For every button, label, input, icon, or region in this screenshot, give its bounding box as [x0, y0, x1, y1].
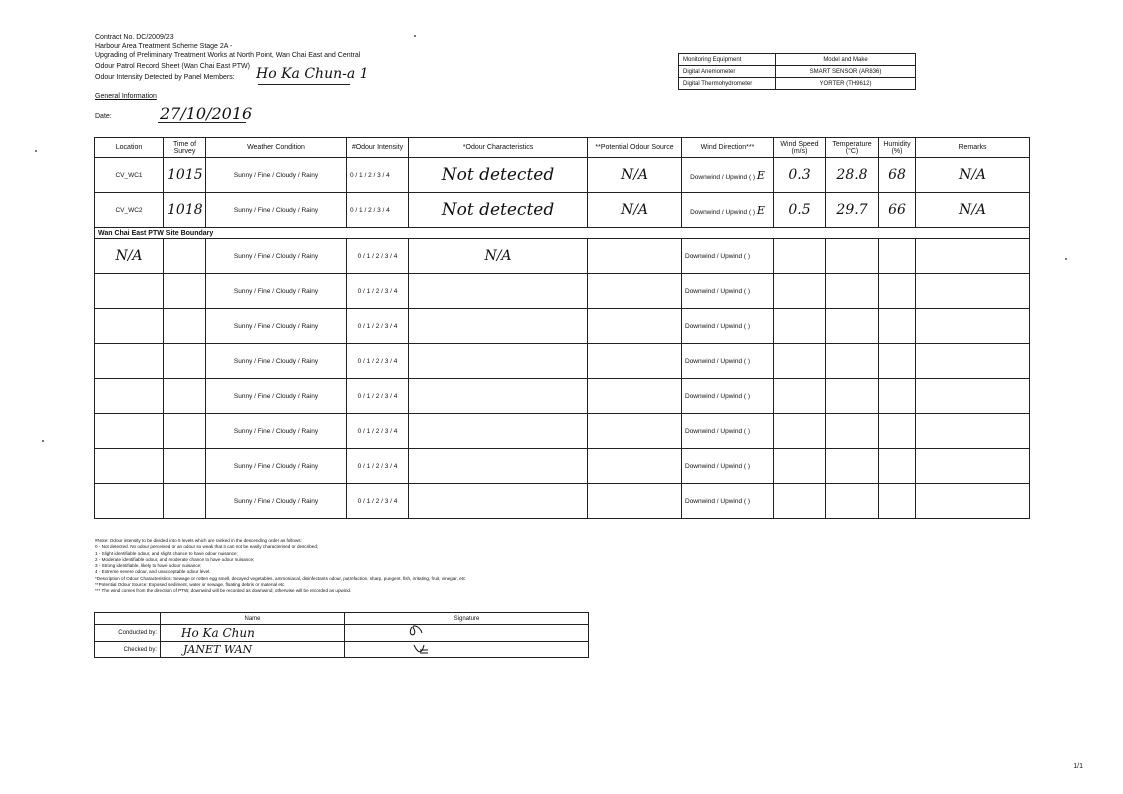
- remarks-cell: [916, 309, 1030, 344]
- col-header: Wind Speed (m/s): [774, 138, 826, 158]
- source-cell: N/A: [588, 193, 682, 228]
- source-cell: [588, 309, 682, 344]
- col-header: Temperature (°C): [826, 138, 879, 158]
- conducted-name: Ho Ka Chun: [161, 625, 345, 642]
- model-col-header: Model and Make: [776, 54, 916, 66]
- wind-direction-cell: Downwind / Upwind ( ): [682, 379, 774, 414]
- note-line: 1 - Slight identifiable odour, and slight chance to have odour nuisance;: [95, 550, 238, 556]
- wind-direction-cell: Downwind / Upwind ( ): [682, 449, 774, 484]
- odour-char-cell: Not detected: [409, 193, 588, 228]
- wind-speed-cell: [774, 484, 826, 519]
- works-title: Upgrading of Preliminary Treatment Works at North Point, Wan Chai East and Central: [95, 52, 361, 59]
- odour-char-cell: [409, 484, 588, 519]
- source-cell: [588, 449, 682, 484]
- date-label: Date:: [95, 113, 112, 120]
- equipment-table: [678, 53, 916, 90]
- col-header: *Odour Characteristics: [409, 138, 588, 158]
- scan-speck: [414, 35, 416, 37]
- intensity-cell: 0 / 1 / 2 / 3 / 4: [347, 414, 409, 449]
- odour-char-cell: [409, 344, 588, 379]
- time-cell: [164, 239, 206, 274]
- scheme-title: Harbour Area Treatment Scheme Stage 2A -: [95, 43, 233, 50]
- wind-direction-value: E: [756, 168, 765, 182]
- location-cell: [95, 344, 164, 379]
- col-header: Weather Condition: [206, 138, 347, 158]
- location-cell: N/A: [95, 239, 164, 274]
- location-cell: [95, 274, 164, 309]
- col-header: **Potential Odour Source: [588, 138, 682, 158]
- remarks-cell: [916, 449, 1030, 484]
- checked-label: Checked by:: [95, 642, 161, 658]
- signature-header: Signature: [345, 613, 589, 625]
- weather-cell: Sunny / Fine / Cloudy / Rainy: [206, 379, 347, 414]
- source-cell: N/A: [588, 158, 682, 193]
- conducted-label: Conducted by:: [95, 625, 161, 642]
- weather-cell: Sunny / Fine / Cloudy / Rainy: [206, 414, 347, 449]
- col-header: Remarks: [916, 138, 1030, 158]
- wind-speed-cell: 0.5: [774, 193, 826, 228]
- temperature-cell: [826, 449, 879, 484]
- humidity-cell: [879, 239, 916, 274]
- intensity-cell: 0 / 1 / 2 / 3 / 4: [347, 309, 409, 344]
- time-cell: [164, 449, 206, 484]
- remarks-cell: [916, 484, 1030, 519]
- location-cell: CV_WC2: [95, 193, 164, 228]
- wind-speed-cell: [774, 449, 826, 484]
- table-row: [95, 158, 1030, 193]
- humidity-cell: [879, 344, 916, 379]
- table-row: [95, 193, 1030, 228]
- source-cell: [588, 239, 682, 274]
- temperature-cell: [826, 414, 879, 449]
- wind-speed-cell: [774, 309, 826, 344]
- temperature-cell: [826, 379, 879, 414]
- col-header: Location: [95, 138, 164, 158]
- weather-cell: Sunny / Fine / Cloudy / Rainy: [206, 274, 347, 309]
- conducted-signature: [345, 625, 589, 642]
- table-row: [95, 239, 1030, 274]
- note-line: *** The wind comes from the direction of PTW, downwind will be recorded as downwind, otherwise will be recorded as upwind.: [95, 588, 352, 594]
- remarks-cell: N/A: [916, 193, 1030, 228]
- wind-direction-cell: Downwind / Upwind ( ): [682, 274, 774, 309]
- remarks-cell: [916, 344, 1030, 379]
- humidity-cell: 68: [879, 158, 916, 193]
- wind-direction-cell: Downwind / Upwind ( ): [682, 344, 774, 379]
- scan-speck: [1065, 258, 1067, 260]
- panel-member-handwritten: Ho Ka Chun-a 1: [256, 66, 369, 82]
- time-cell: [164, 344, 206, 379]
- odour-char-cell: Not detected: [409, 158, 588, 193]
- intensity-cell: 0 / 1 / 2 / 3 / 4: [347, 158, 409, 193]
- odour-patrol-table: [94, 137, 1030, 519]
- weather-cell: Sunny / Fine / Cloudy / Rainy: [206, 239, 347, 274]
- col-header: Wind Direction***: [682, 138, 774, 158]
- location-cell: CV_WC1: [95, 158, 164, 193]
- temperature-cell: [826, 239, 879, 274]
- date-underline: [158, 122, 246, 123]
- source-cell: [588, 484, 682, 519]
- intensity-cell: 0 / 1 / 2 / 3 / 4: [347, 193, 409, 228]
- humidity-cell: [879, 449, 916, 484]
- wind-direction-cell: Downwind / Upwind ( ): [682, 484, 774, 519]
- temperature-cell: 29.7: [826, 193, 879, 228]
- equip-name: Digital Thermohydrometer: [679, 78, 776, 90]
- table-row: [95, 484, 1030, 519]
- table-row: [95, 274, 1030, 309]
- note-line: 3 - Strong identifiable, likely to have odour nuisance;: [95, 563, 202, 569]
- panel-label: Odour Intensity Detected by Panel Members:: [95, 74, 235, 81]
- note-line: **Potential Odour Source: Exposed sediment, water or sewage, floating debris or material etc: [95, 582, 285, 588]
- scan-speck: [35, 150, 37, 152]
- temperature-cell: [826, 274, 879, 309]
- time-cell: [164, 484, 206, 519]
- table-row: [95, 379, 1030, 414]
- sheet-title: Odour Patrol Record Sheet (Wan Chai East PTW): [95, 63, 250, 70]
- table-row: [95, 309, 1030, 344]
- source-cell: [588, 344, 682, 379]
- wind-speed-cell: [774, 344, 826, 379]
- weather-cell: Sunny / Fine / Cloudy / Rainy: [206, 344, 347, 379]
- section-row: [95, 228, 1030, 239]
- signature-scribble: [348, 625, 428, 639]
- equip-name: Digital Anemometer: [679, 66, 776, 78]
- intensity-cell: 0 / 1 / 2 / 3 / 4: [347, 379, 409, 414]
- name-header: Name: [161, 613, 345, 625]
- wind-direction-value: E: [756, 203, 765, 217]
- humidity-cell: [879, 274, 916, 309]
- odour-char-cell: N/A: [409, 239, 588, 274]
- humidity-cell: [879, 379, 916, 414]
- contract-no: Contract No. DC/2009/23: [95, 34, 174, 41]
- time-cell: 1015: [164, 158, 206, 193]
- wind-direction-cell: [682, 158, 774, 193]
- intensity-cell: 0 / 1 / 2 / 3 / 4: [347, 239, 409, 274]
- wind-speed-cell: 0.3: [774, 158, 826, 193]
- source-cell: [588, 379, 682, 414]
- weather-cell: Sunny / Fine / Cloudy / Rainy: [206, 449, 347, 484]
- weather-cell: Sunny / Fine / Cloudy / Rainy: [206, 158, 347, 193]
- odour-char-cell: [409, 309, 588, 344]
- col-header: Time of Survey: [164, 138, 206, 158]
- signature-scribble: [348, 642, 428, 655]
- humidity-cell: [879, 309, 916, 344]
- location-cell: [95, 379, 164, 414]
- panel-underline: [258, 84, 350, 85]
- remarks-cell: [916, 239, 1030, 274]
- time-cell: 1018: [164, 193, 206, 228]
- section-label: Wan Chai East PTW Site Boundary: [95, 228, 1030, 239]
- time-cell: [164, 379, 206, 414]
- intensity-cell: 0 / 1 / 2 / 3 / 4: [347, 274, 409, 309]
- wind-direction-text: Downwind / Upwind ( ): [690, 208, 756, 216]
- note-line: 0 - Not detected. No odour perceived or an odour so weak that it can not be easily characterised or described;: [95, 544, 319, 550]
- location-cell: [95, 449, 164, 484]
- checked-signature: [345, 642, 589, 658]
- table-row: [95, 414, 1030, 449]
- table-row: [95, 449, 1030, 484]
- notes-block: [95, 538, 615, 595]
- wind-speed-cell: [774, 274, 826, 309]
- odour-char-cell: [409, 274, 588, 309]
- humidity-cell: [879, 414, 916, 449]
- remarks-cell: [916, 379, 1030, 414]
- odour-char-cell: [409, 379, 588, 414]
- checked-name: JANET WAN: [161, 642, 345, 658]
- signature-table: [94, 612, 589, 658]
- source-cell: [588, 274, 682, 309]
- col-header: #Odour Intensity: [347, 138, 409, 158]
- scan-speck: [42, 440, 44, 442]
- wind-speed-cell: [774, 414, 826, 449]
- wind-speed-cell: [774, 379, 826, 414]
- intensity-cell: 0 / 1 / 2 / 3 / 4: [347, 344, 409, 379]
- equip-model: YORTER (TH9612): [776, 78, 916, 90]
- humidity-cell: 66: [879, 193, 916, 228]
- wind-speed-cell: [774, 239, 826, 274]
- note-line: *Description of Odour Characteristics: Sewage or rotten egg smell, decayed vegetables, ammoniacal, disinfectants odour, putrefaction, sharp, pungent, fish, irritating, fruit, vinegar, etc: [95, 575, 466, 581]
- time-cell: [164, 414, 206, 449]
- temperature-cell: [826, 484, 879, 519]
- temperature-cell: [826, 309, 879, 344]
- general-info-heading: General Information: [95, 93, 157, 100]
- location-cell: [95, 309, 164, 344]
- wind-direction-cell: Downwind / Upwind ( ): [682, 414, 774, 449]
- sig-empty-cell: [95, 613, 161, 625]
- humidity-cell: [879, 484, 916, 519]
- page-number: 1/1: [1073, 763, 1083, 770]
- weather-cell: Sunny / Fine / Cloudy / Rainy: [206, 484, 347, 519]
- wind-direction-cell: Downwind / Upwind ( ): [682, 239, 774, 274]
- note-line: 2 - Moderate identifiable odour, and moderate chance to have odour nuisance;: [95, 556, 255, 562]
- wind-direction-text: Downwind / Upwind ( ): [690, 173, 756, 181]
- time-cell: [164, 274, 206, 309]
- table-header-row: [95, 138, 1030, 158]
- remarks-cell: [916, 274, 1030, 309]
- weather-cell: Sunny / Fine / Cloudy / Rainy: [206, 309, 347, 344]
- location-cell: [95, 414, 164, 449]
- weather-cell: Sunny / Fine / Cloudy / Rainy: [206, 193, 347, 228]
- date-value: 27/10/2016: [160, 104, 253, 123]
- location-cell: [95, 484, 164, 519]
- intensity-cell: 0 / 1 / 2 / 3 / 4: [347, 449, 409, 484]
- remarks-cell: N/A: [916, 158, 1030, 193]
- table-row: [95, 344, 1030, 379]
- equip-model: SMART SENSOR (AR836): [776, 66, 916, 78]
- remarks-cell: [916, 414, 1030, 449]
- equip-col-header: Monitoring Equipment: [679, 54, 776, 66]
- col-header: Humidity (%): [879, 138, 916, 158]
- source-cell: [588, 414, 682, 449]
- note-line: 4 - Extreme severe odour, and unacceptable odour level.: [95, 569, 211, 575]
- time-cell: [164, 309, 206, 344]
- wind-direction-cell: Downwind / Upwind ( ): [682, 309, 774, 344]
- temperature-cell: [826, 344, 879, 379]
- temperature-cell: 28.8: [826, 158, 879, 193]
- note-line: #Note: Odour intensity to be divided into 5 levels which are ranked in the descending order as follows:: [95, 538, 302, 543]
- wind-direction-cell: [682, 193, 774, 228]
- odour-char-cell: [409, 414, 588, 449]
- odour-char-cell: [409, 449, 588, 484]
- intensity-cell: 0 / 1 / 2 / 3 / 4: [347, 484, 409, 519]
